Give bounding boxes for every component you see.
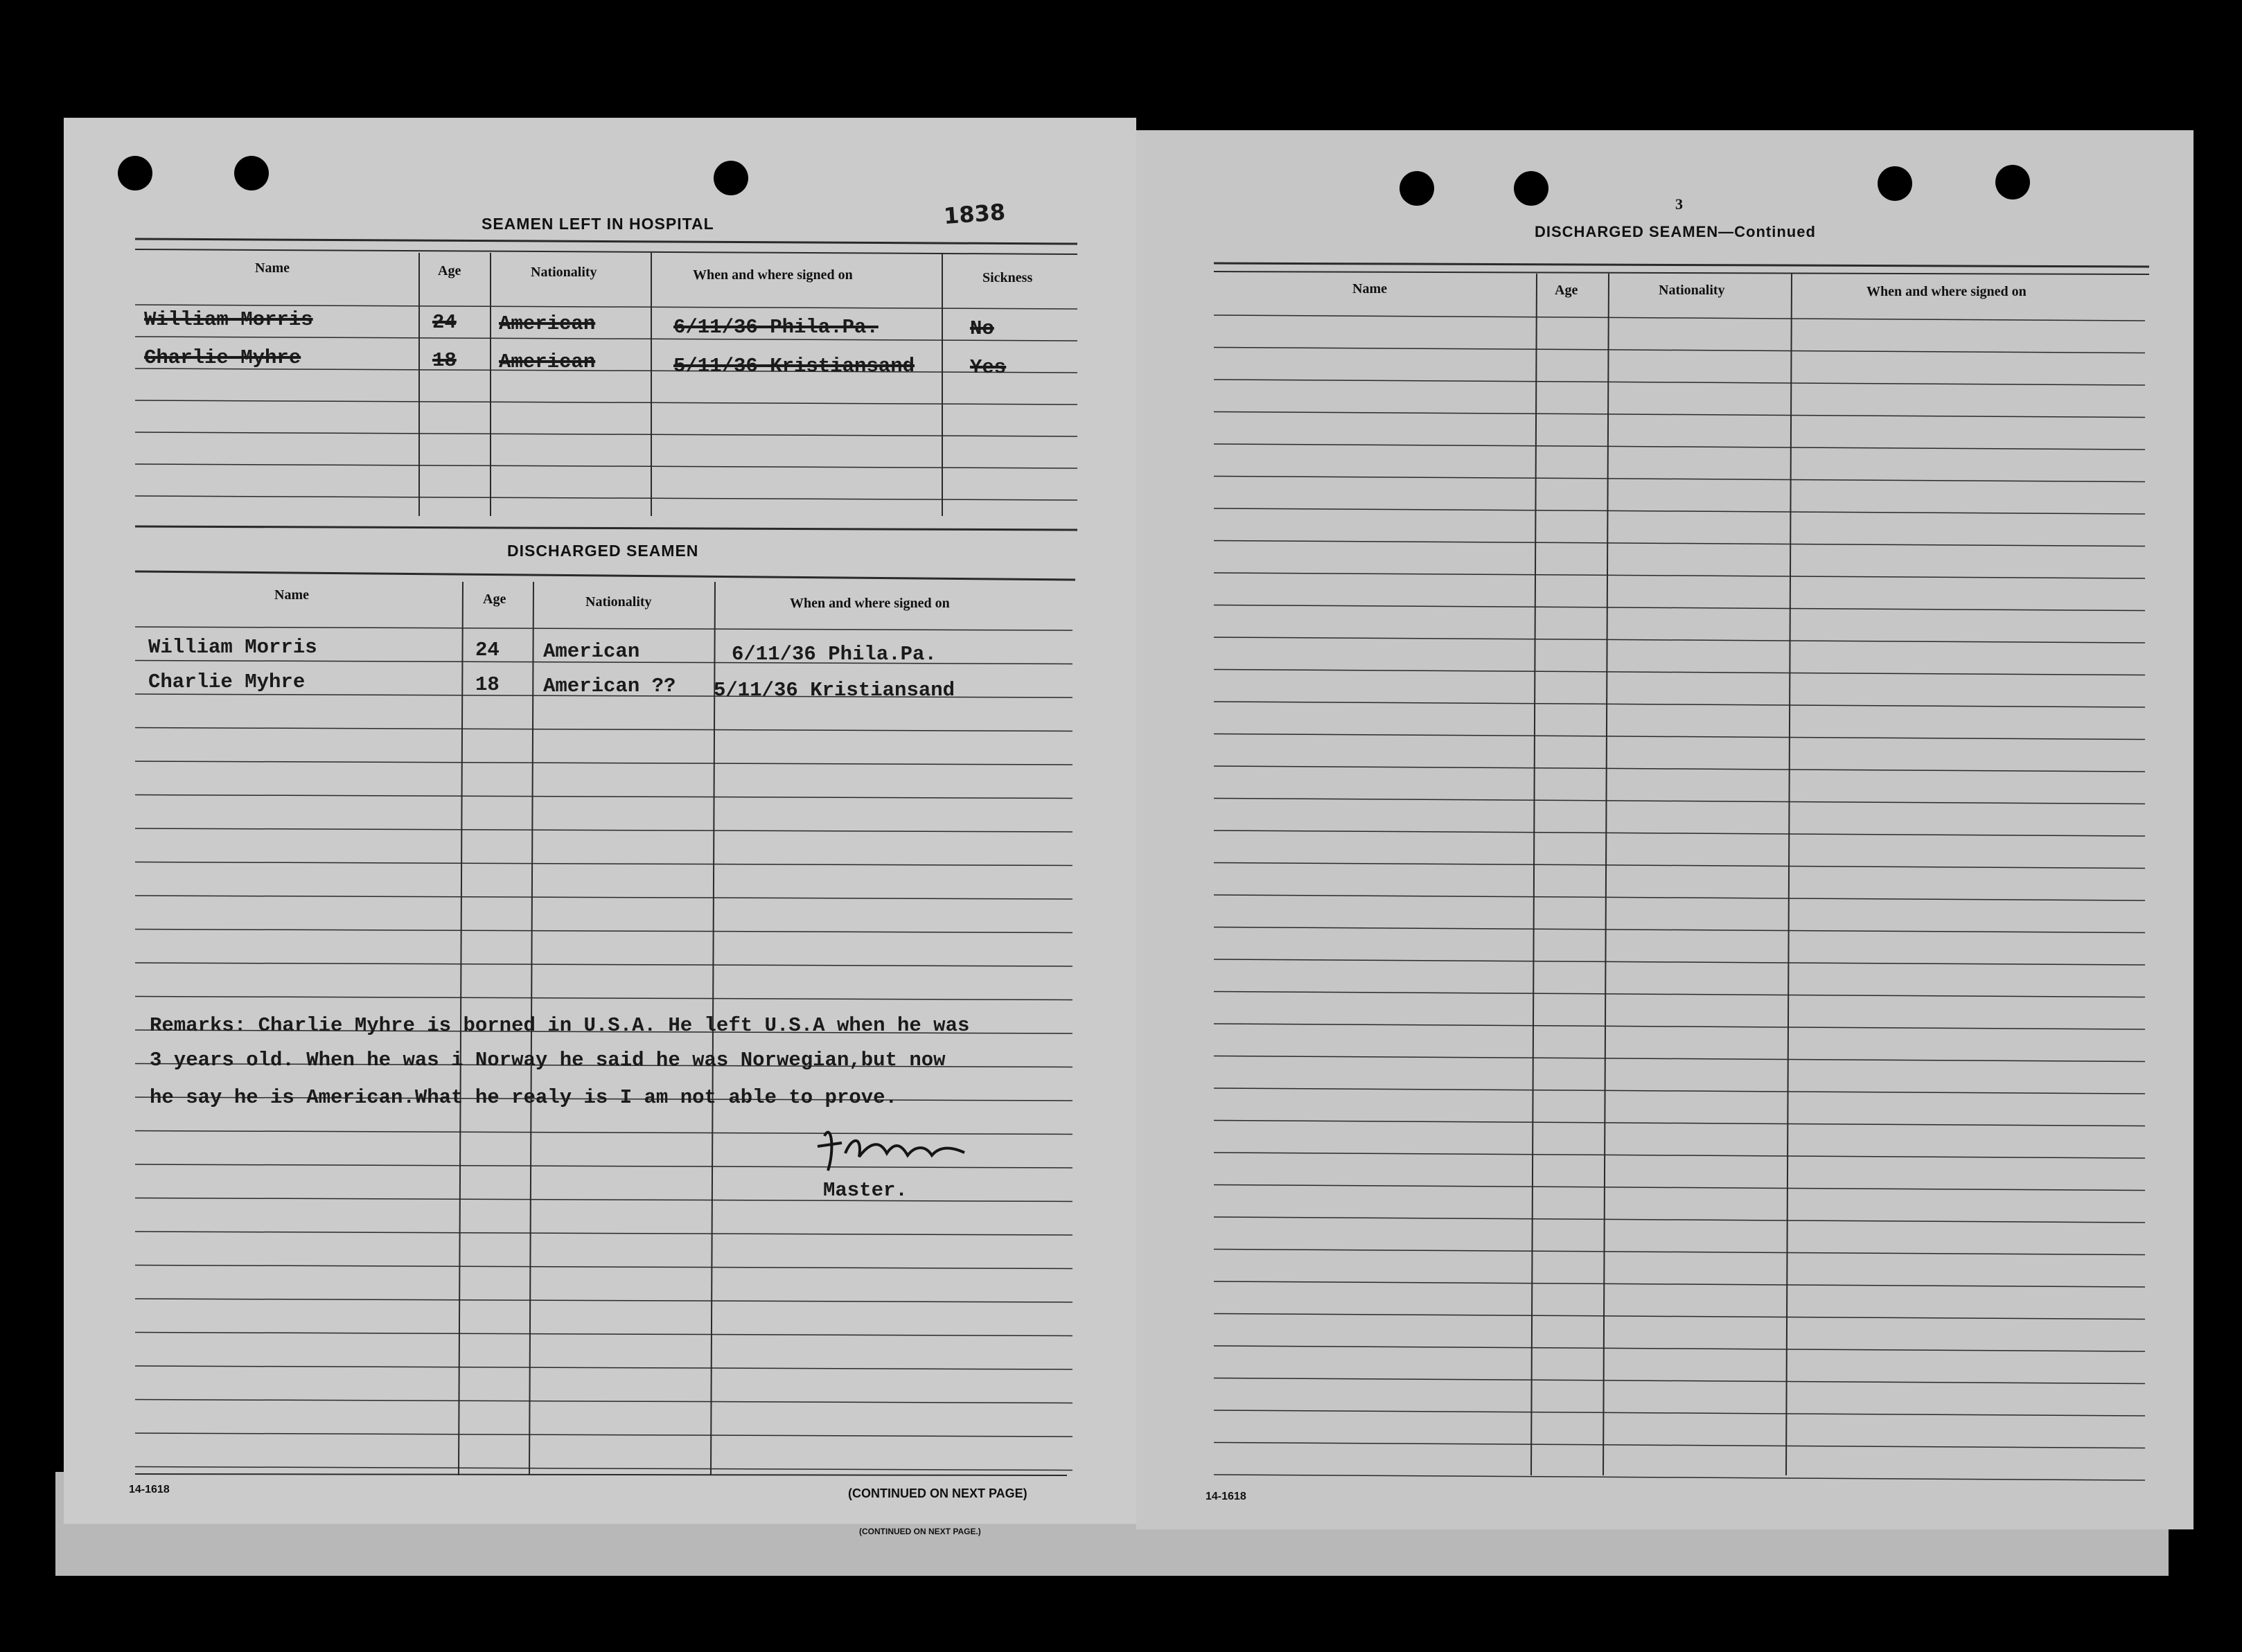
col-nationality: Nationality <box>1659 283 1725 298</box>
remarks-line-3: he say he is American.What he realy is I am not able to prove. <box>150 1086 897 1109</box>
hospital-title: SEAMEN LEFT IN HOSPITAL <box>482 215 714 233</box>
discharged-row-age: 18 <box>475 673 500 696</box>
form-number-left: 14-1618 <box>129 1484 170 1495</box>
col-name: Name <box>274 587 309 603</box>
col-age: Age <box>438 263 461 278</box>
col-signed-on: When and where signed on <box>1866 284 2027 299</box>
discharged-row-signed-on: 6/11/36 Phila.Pa. <box>732 643 937 666</box>
hospital-row-name: Charlie Myhre <box>144 346 301 369</box>
col-signed-on: When and where signed on <box>790 596 950 611</box>
remarks-line-2: 3 years old. When he was i Norway he said he was Norwegian,but now <box>150 1049 946 1072</box>
discharged-row-age: 24 <box>475 639 500 661</box>
col-sickness: Sickness <box>982 270 1033 285</box>
hospital-row-age: 18 <box>432 349 457 372</box>
hospital-row-nationality: American <box>499 350 596 373</box>
discharged-row-nationality: American <box>543 640 640 663</box>
hospital-row-age: 24 <box>432 311 457 334</box>
discharged-title: DISCHARGED SEAMEN <box>507 542 699 560</box>
hospital-row-signed-on: 5/11/36 Kristiansand <box>673 355 915 378</box>
col-nationality: Nationality <box>531 265 597 280</box>
col-nationality: Nationality <box>585 594 652 610</box>
discharged-row-nationality: American ?? <box>543 675 688 698</box>
hospital-row-nationality: American <box>499 312 596 335</box>
discharged-row-name: Charlie Myhre <box>148 670 306 693</box>
col-name: Name <box>255 260 290 276</box>
hospital-row-signed-on: 6/11/36 Phila.Pa. <box>673 316 879 339</box>
hospital-row-name: William Morris <box>144 308 313 331</box>
hospital-row-sickness: No <box>970 317 994 340</box>
col-age: Age <box>1555 283 1578 298</box>
discharged-continued-title: DISCHARGED SEAMEN—Continued <box>1535 223 1816 240</box>
page-number: 3 <box>1675 195 1683 213</box>
continued-footer: (CONTINUED ON NEXT PAGE) <box>848 1486 1027 1500</box>
master-label: Master. <box>823 1179 908 1202</box>
col-signed-on: When and where signed on <box>693 267 853 283</box>
remarks-line-1: Remarks: Charlie Myhre is borned in U.S.A. He left U.S.A when he was <box>150 1014 970 1037</box>
col-age: Age <box>483 592 506 607</box>
handwritten-number: 1838 <box>942 198 1007 230</box>
form-number-right: 14-1618 <box>1206 1491 1246 1502</box>
hospital-row-sickness: Yes <box>970 356 1007 379</box>
discharged-row-name: William Morris <box>148 636 317 659</box>
col-name: Name <box>1352 281 1387 296</box>
under-page-footer: (CONTINUED ON NEXT PAGE.) <box>859 1527 981 1536</box>
discharged-row-signed-on: 5/11/36 Kristiansand <box>714 679 955 702</box>
